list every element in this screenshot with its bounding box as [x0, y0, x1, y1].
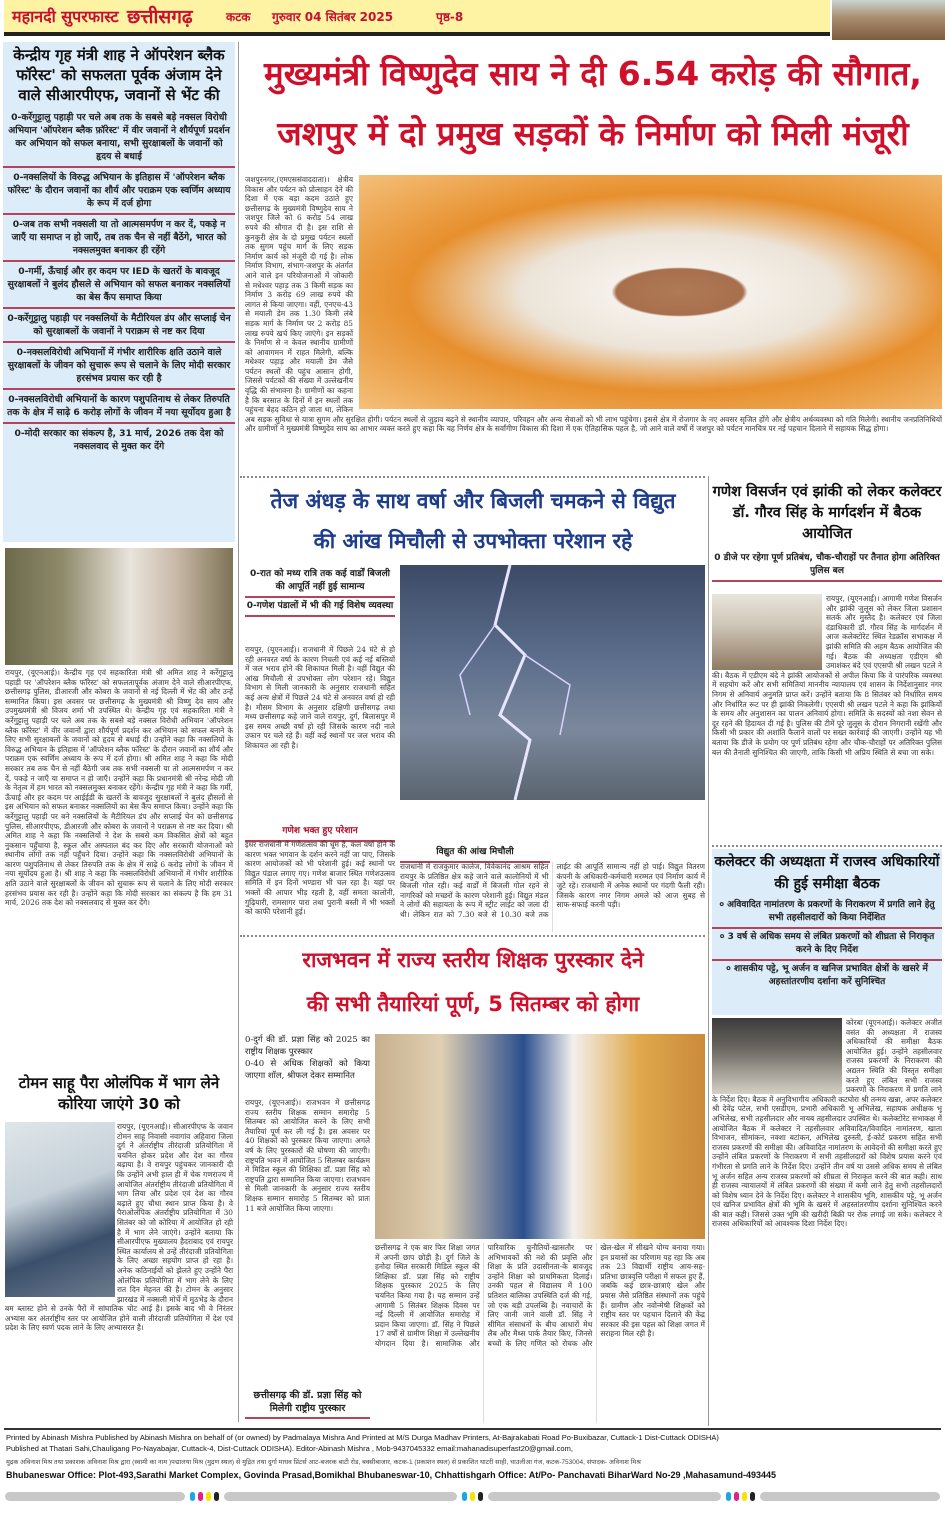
storm-headline-1: तेज अंधड़ के साथ वर्षा और बिजली चमकने से विद्युत	[270, 489, 676, 513]
reg-bar	[224, 1492, 457, 1501]
lead-body-text: जशपुरनगर,(एमएससंवाददाता)। क्षेत्रीय विकास और पर्यटन को प्रोत्साहन देने की दिशा में एक बड़ा कदम उठाते हुए छत्तीसगढ़ के मुख्यमंत्री विष्णुदेव साय ने जशपुर जिले को 6 करोड़ 54 लाख रुपये की सौगात दी है। इस राशि से कुनकुरी क्षेत्र के दो प्रमुख पर्यटन स्थलों तक सुगम पहुंच मार्ग के लिए सड़क निर्माण कार्य को मंजूरी दी गई है। लोक निर्माण विभाग, संभाग-जशपुर के अंतर्गत आने वाले इन परियोजनाओं में जोकारी से मधेश्वर पहाड़ तक 3 किमी सड़क का निर्माण 3 करोड़ 69 लाख रुपये की लागत से किया जाएगा। वहीं, एनएच-43 से मयाली डेम तक 1.30 किमी लंबे सड़क मार्ग के निर्माण पर 2 करोड़ 85 लाख रुपये खर्च किए जाएंगे। इन सड़कों के निर्माण से न केवल स्थानीय ग्रामीणों को आवागमन में राहत मिलेगी, बल्कि मधेश्वर पहाड़ और मयाली डेम जैसे पर्यटन स्थलों की पहुंच आसान होगी, जिससे पर्यटकों की संख्या में उल्लेखनीय वृद्धि की संभावना है। ग्रामीणों का कहना है कि बरसात के दिनों में इन स्थलों तक पहुंचना बेहद कठिन हो जाता था, लेकिन अब सड़क सुविधा से यात्रा सुगम और सुरक्षित होगी। पर्यटन स्थलों से जुड़ाव बढ़ने से स्थानीय व्यापार, परिवहन और अन्य सेवाओं को भी लाभ पहुंचेगा। इससे क्षेत्र में रोजगार के नए अवसर सृजित होंगे और क्षेत्रीय अर्थव्यवस्था को गति मिलेगी। स्थानीय जनप्रतिनिधियों और ग्रामीणों ने मुख्यमंत्री विष्णुदेव साय का आभार व्यक्त करते हुए कहा कि यह निर्णय क्षेत्र के सर्वांगीण विकास की दिशा में एक ऐतिहासिक पहल है, जो आने वाले वर्षों में जशपुर को पर्यटन मानचित्र पर नई पहचान दिलाने में सहायक सिद्ध होगा।	[245, 175, 942, 434]
shah-bullet: 0-नक्सलियों के विरुद्ध अभियान के इतिहास में 'ऑपरेशन ब्लैक फॉरेस्ट' के दौरान जवानों का शौर्य और पराक्रम एक स्वर्णिम अध्याय के रूप में दर्ज होगा	[3, 168, 235, 215]
imprint-line: Printed by Abinash Mishra Published by Abinash Mishra on behalf of (or owned) by Padmalaya Mishra And Printed at M/S Durga Madhav Printers, At-Bajrakabati Road Po-Buxibazar, Cuttack-1 Dist-Cuttack ODISHA)	[6, 1433, 719, 1442]
shah-bullet: 0-मोदी सरकार का संकल्प है, 31 मार्च, 2026 तक देश को नक्सलवाद से मुक्त कर देंगे	[14, 428, 224, 452]
revenue-box	[712, 849, 942, 1015]
revenue-bullet: ० 3 वर्ष से अधिक समय से लंबित प्रकरणों को शीघ्रता से निराकृत करने के दिए निर्देश	[712, 929, 942, 961]
teacher-body-2: छत्तीसगढ़ ने एक बार फिर शिक्षा जगत में अपनी छाप छोड़ी है। दुर्ग जिले के हनोदा स्थित सरकारी मिडिल स्कूल की शिक्षिका डॉ. प्रज्ञा सिंह को राष्ट्रीय शिक्षक पुरस्कार 2025 के लिए चयनित किया गया है। यह सम्मान उन्हें आगामी 5 सितंबर शिक्षक दिवस पर नई दिल्ली में आयोजित समारोह में प्रदान किया जाएगा। डॉ. सिंह ने पिछले 17 वर्षों से ग्रामीण शिक्षा में उल्लेखनीय योगदान दिया है। सामाजिक और पारिवारिक चुनौतियों-खासतौर पर अभिभावकों की नशे की प्रवृत्ति और शिक्षा के प्रति उदासीनता-के बावजूद उन्होंने शिक्षा को प्राथमिकता दिलाई। उनकी पहल से विद्यालय में 100 प्रतिशत बालिका उपस्थिति दर्ज की गई, जो एक बड़ी उपलब्धि है। नवाचारों के लिए जानी जाने वाली डॉ. सिंह ने सीमित संसाधनों के बीच आधारों मेथ लैब और मैथ्स पार्क तैयार किए, जिनसे बच्चों के लिए गणित को रोचक और खेल-खेल में सीखने योग्य बनाया गया। इन प्रयासों का परिणाम यह रहा कि अब तक 23 विद्यार्थी राष्ट्रीय आय-सह-प्रतिभा छात्रवृत्ति परीक्षा में सफल हुए हैं, जबकि कई छात्र-छात्राएं खेल और प्रयास जैसे प्रतिष्ठित संस्थानों तक पहुंचे हैं। ग्रामीण और नवोन्मेषी शिक्षकों को राष्ट्रीय स्तर पर पहचान दिलाने की केंद्र सरकार की इस पहल को शिक्षा जगत में सराहना मिल रही है।	[375, 1243, 705, 1348]
footer-rule	[4, 1428, 941, 1430]
toman-headline: टोमन साहू पैरा ओलंपिक में भाग लेने कोरिया जाएंगे 30 को	[18, 1074, 220, 1113]
revenue-bullet: ० अविवादित नामांतरण के प्रकरणों के निराकरण में प्रगति लाने हेतु सभी तहसीलदारों को किया निर्देशित	[712, 897, 942, 929]
divider	[240, 476, 705, 478]
teacher-body-1: रायपुर, (यूएनआई)। राजभवन में छत्तीसगढ़ राज्य स्तरीय शिक्षक सम्मान समारोह 5 सितम्बर को आयोजित करने के लिए सभी तैयारियां पूर्ण कर ली गई है। इस अवसर पर 40 शिक्षकों को पुरस्कार किया जाएगा। अगले वर्ष के लिए पुरस्कारों की घोषणा की जाएगी। राष्ट्रपति भवन में आयोजित 5 सितम्बर कार्यक्रम में मिडिल स्कूल की शिक्षिका डॉ. प्रज्ञा सिंह को राष्ट्रपति द्वारा सम्मानित किया जाएगा। राजभवन से मिली जानकारी के अनुसार राज्य स्तरीय शिक्षक सम्मान समारोह 5 सितम्बर को प्रातः 11 बजे आयोजित किया जाएगा।	[245, 1098, 370, 1213]
color-marks	[190, 1492, 219, 1501]
power-subhead: विद्युत की आंख मिचौली	[400, 843, 550, 863]
storm-sub: 0-गणेश पंडालों में भी की गई विशेष व्यवस्था	[245, 598, 395, 617]
column-divider	[708, 476, 709, 1426]
divider	[712, 845, 942, 847]
pragya-subhead: छत्तीसगढ़ की डॉ. प्रज्ञा सिंह को मिलेगी राष्ट्रीय पुरस्कार	[245, 1387, 370, 1419]
ganesh-body-text: रायपुर, (यूएनआई)। आगामी गणेश विसर्जन और झांकी जुलूस को लेकर जिला प्रशासन सतर्क और मुस्तैद है। कलेक्टर एवं जिला दंडाधिकारी डॉ. गौरव सिंह के मार्गदर्शन में आज कलेक्टोरेट स्थित रेडक्रॉस सभाकक्ष में झांकी समिति की अहम बैठक आयोजित की गई। बैठक की अध्यक्षता एडीएम श्री उमाशंकर बंदे एवं एएसपी श्री लखन पटले ने की। बैठक में एडीएम बंदे ने झांकी आयोजकों से अपील किया कि वे पारंपरिक व्यवस्था में सहयोग करें और सभी समितियां माननीय न्यायालय एवं शासन के निर्देशानुसार नगर निगम से अनिवार्य अनुमति प्राप्त करें। उन्होंने बताया कि 8 सितंबर को निर्धारित समय और निर्धारित रूट पर ही झांकी निकलेगी। एएसपी श्री लखन पटले ने कहा कि झांकियों के समय और अनुशासन का पालन अनिवार्य होगा। समिति के सदस्यों को नशा सेवन से दूर रहने की हिदायत दी गई है। पुलिस की टीमें पूरे जुलूस के दौरान निगरानी रखेंगी और किसी भी प्रकार की अशांति फैलाने वालों पर सख्त कार्रवाई की जाएगी। उन्होंने यह भी बताया कि डीजे के प्रयोग पर पूर्ण प्रतिबंध रहेगा और चौक-चौराहों पर अतिरिक्त पुलिस बल की तैनाती सुनिश्चित की जाएगी, ताकि किसी भी अप्रिय स्थिति से बचा जा सके।	[712, 594, 942, 757]
revenue-bullet: ० शासकीय पट्टे, भू अर्जन व खनिज प्रभावित क्षेत्रों के खसरे में अहस्तांतरणीय दर्शाना करें सुनिश्चित	[726, 964, 928, 987]
masthead	[4, 0, 830, 36]
shah-bullet: 0-कर्रेगुट्टालु पहाड़ी पर नक्सलियों के मैटीरियल डंप और सप्लाई चेन को सुरक्षाबलों के जवानों ने पराक्रम से नष्ट कर दिया	[3, 309, 235, 343]
color-marks	[726, 1492, 755, 1501]
registration-marks	[5, 1492, 940, 1501]
temple-image	[832, 0, 945, 40]
storm-sub: 0-रात को मध्य रात्रि तक कई वार्डों बिजली की आपूर्ति नहीं हुई सामान्य	[245, 566, 395, 598]
revenue-meeting-photo	[712, 1018, 842, 1094]
shah-bullet: 0-जब तक सभी नक्सली या तो आत्मसमर्पण न कर दें, पकड़े न जाएँ या समाप्त न हो जाएँ, तब तक चैन से नहीं बैठेंगे, भारत को नक्सलमुक्त बनाकर ही रहेंगे	[3, 215, 235, 262]
page-number: पृष्ठ-8	[436, 9, 464, 24]
teacher-sub: 0-40 से अधिक शिक्षकों को किया जाएगा शॉल, श्रीफल देकर सम्मानित	[245, 1059, 370, 1081]
shah-bullet: 0-नक्सलविरोधी अभियानों में गंभीर शारीरिक क्षति उठाने वाले सुरक्षाबलों के जीवन को सुचारू रूप से चलाने के लिए मोदी सरकार हरसंभव प्रयास कर रही है	[3, 343, 235, 390]
storm-headline-2: की आंख मिचौली से उपभोक्ता परेशान रहे	[313, 529, 633, 553]
imprint-hindi: मुद्रक अविनाश मिश्र तथा प्रकाशक अविनाश मिश्र द्वारा (स्वामी का नाम )पद्मालया मिश्र (मुद्रण स्थल) से मुद्रित तथा दुर्गा माधव प्रिंटर्स आट-बजरक बाटी रोड, बक्सीबाजार, कटक-1 (प्रकाशन स्थल) से प्रकाशित थाटरी साही, चाउलीआ गंज, कटक-753004, संपादक- अविनाश मिश्र	[6, 1459, 641, 1466]
shah-article-box	[3, 42, 235, 542]
revenue-headline: कलेक्टर की अध्यक्षता में राजस्व अधिकारियों की हुई समीक्षा बैठक	[714, 854, 940, 892]
toman-body	[5, 1122, 233, 1420]
ganesh-meeting-photo	[712, 594, 822, 670]
shah-body: रायपुर, (यूएनआई)। केन्द्रीय गृह एवं सहकारिता मंत्री श्री अमित शाह ने कर्रेगुट्टालु पहाड़ी पर 'ऑपरेशन ब्लैक फॉरेस्ट' को सफलतापूर्वक अंजाम देने वाले सीआरपीएफ, छत्तीसगढ़ पुलिस, डीआरजी और कोबरा के जवानों से नई दिल्ली में भेंट की और उन्हें सम्मानित किया। इस अवसर पर छत्तीसगढ़ के मुख्यमंत्री श्री विष्णु देव साय और उपमुख्यमंत्री श्री विजय शर्मा भी उपस्थित थे। केन्द्रीय गृह एवं सहकारिता मंत्री ने कर्रेगुट्टालु पहाड़ी पर चले अब तक के सबसे बड़े नक्सल विरोधी अभियान 'ऑपरेशन ब्लैक फ़ॉरेस्ट' में वीर जवानों द्वारा शौर्यपूर्ण प्रदर्शन कर अभियान को सफल बनाने के लिए सभी सुरक्षाबलों के जवानों को हृदय से बधाई दी। उन्होंने कहा कि नक्सलियों के विरुद्ध अभियान के इतिहास में 'ऑपरेशन ब्लैक फॉरेस्ट' के दौरान जवानों का शौर्य और पराक्रम एक स्वर्णिम अध्याय के रूप में दर्ज होगा। श्री अमित शाह ने कहा कि मोदी सरकार तब तक चैन से नहीं बैठेगी जब तक सभी नक्सली या तो आत्मसमर्पण न कर दें, पकड़े न जाएँ या समाप्त न हो जाएँ। उन्होंने कहा कि प्रधानमंत्री श्री नरेन्द्र मोदी जी के नेतृत्व में हम भारत को नक्सलमुक्त बनाकर रहेंगे। केन्द्रीय गृह मंत्री ने कहा कि गर्मी, ऊँचाई और हर कदम पर आईईडी के खतरों के बावजूद सुरक्षाबलों ने बुलंद हौसलों से इस अभियान को सफल बनाकर नक्सलियों का बेस कैंप समाप्त किया। उन्होंने कहा कि कर्रेगुट्टालु पहाड़ी पर बने नक्सलियों के मैटीरियल डंप और सप्लाई चेन को छत्तीसगढ़ पुलिस, सीआरपीएफ, डीआरजी और कोबरा के जवानों ने पराक्रम से नष्ट कर दिया। श्री अमित शाह ने कहा कि नक्सलियों ने देश के सबसे कम विकसित क्षेत्रों को बहुत नुकसान पहुँचाया है, स्कूल और अस्पताल बंद कर दिए और सरकारी योजनाओं को स्थानीय लोगों तक नहीं पहुँचने दिया। उन्होंने कहा कि नक्सलविरोधी अभियानों के कारण पशुपतिनाथ से लेकर तिरुपति तक के क्षेत्र में साढ़े 6 करोड़ लोगों के जीवन में नया सूर्योदय हुआ है। श्री शाह ने कहा कि नक्सलविरोधी अभियानों में गंभीर शारीरिक क्षति उठाने वाले सुरक्षाबलों के जीवन को सुचारू रूप से चलाने के लिए मोदी सरकार हरसंभव प्रयास कर रही है। उन्होंने कहा कि मोदी सरकार का संकल्प है कि हम 31 मार्च, 2026 तक देश को नक्सलवाद से मुक्त कर देंगे।	[5, 668, 233, 908]
revenue-body	[712, 1018, 942, 1422]
ganesh-sub: 0 डीजे पर रहेगा पूर्ण प्रतिबंध, चौक-चौराहों पर तैनात होगा अतिरिक्त पुलिस बल	[712, 550, 942, 582]
shah-photo	[5, 548, 233, 665]
ganesh-headline: गणेश विसर्जन एवं झांकी को लेकर कलेक्टर डॉ. गौरव सिंह के मार्गदर्शन में बैठक आयोजित	[712, 484, 942, 542]
lead-body	[245, 175, 942, 474]
reg-bar	[760, 1492, 940, 1501]
shah-bullet: 0-गर्मी, ऊँचाई और हर कदम पर IED के खतरों के बावजूद सुरक्षाबलों ने बुलंद हौसले से अभियान को सफल बनाकर नक्सलियों का बेस कैंप समाप्त किया	[3, 262, 235, 309]
office-addresses: Bhubaneswar Office: Plot-493,Sarathi Market Complex, Govinda Prasad,Bomikhal Bhubaneswar-10, Chhattishgarh Office: At/Po- Panchavati BiharWard No-29 ,Mahasamund-493445	[6, 1470, 777, 1480]
shah-headline: केन्द्रीय गृह मंत्री शाह ने ऑपरेशन ब्लैक फॉरेस्ट' को सफलता पूर्वक अंजाम देने वाले सीआरपीएफ, जवानों से भेंट की	[13, 46, 225, 104]
photo-spacer	[5, 1122, 117, 1298]
shah-bullet: 0-कर्रेगुट्टालु पहाड़ी पर चले अब तक के सबसे बड़े नक्सल विरोधी अभियान 'ऑपरेशन ब्लैक फ़ॉरेस्ट' में वीर जवानों ने शौर्यपूर्ण प्रदर्शन कर अभियान को सफल बनाया, सभी सुरक्षाबलों के जवानों को हृदय से बधाई	[3, 108, 235, 168]
teacher-headline-2: की सभी तैयारियां पूर्ण, 5 सितम्बर को होगा	[306, 992, 640, 1016]
award-ceremony-photo	[375, 1034, 705, 1239]
lead-headline-1: मुख्यमंत्री विष्णुदेव साय ने दी 6.54 करोड़ की सौगात,	[264, 54, 922, 93]
city: कटक	[226, 9, 251, 24]
storm-body-1: रायपुर, (यूएनआई)। राजधानी में पिछले 24 घंटे से हो रही अनवरत वर्षा के कारण निचली एवं कई नई बस्तियों में जल भराव होने की शिकायत मिली है। वहीं विद्युत की आंख मिचौली से उपभोक्ता लोग परेशान रहे। विद्युत विभाग से मिली जानकारी के अनुसार राजधानी सहित कई अन्य क्षेत्रों में पिछले 24 घंटे से अनवरत वर्षा हो रही है। मौसम विभाग के अनुसार दक्षिणी छत्तीसगढ़ तथा मध्य छत्तीसगढ़ कहे जाने वाले रायपुर, दुर्ग, बिलासपुर में इस समय अच्छी वर्षा हो रही जिसके कारण नदी नाले उफान पर चले रहे हैं। वहीं कई स्थानों पर जल भराव की शिकायत आ रही है।	[245, 645, 395, 750]
lightning-photo	[400, 565, 705, 800]
revenue-body-text: कोरबा (यूएनआई)। कलेक्टर अजीत वसंत की अध्यक्षता में राजस्व अधिकारियों की समीक्षा बैठक आयोजित हुई। उन्होंने तहसीलवार राजस्व प्रकरणों के निराकरण की अद्यतन स्थिति की विस्तृत समीक्षा करते हुए लंबित सभी राजस्व प्रकरणों के निराकरण में प्रगति लाने के निर्देश दिए। बैठक में अनुविभागीय अधिकारी कटघोरा श्री तन्मय खन्ना, अपर कलेक्टर श्री देवेंद्र पटेल, सभी एसडीएम, प्रभारी अधिकारी भू अभिलेख, सहायक अधीक्षक भू अभिलेख, सभी तहसीलदार और नायब तहसीलदार उपस्थित थे। कलेक्टोरेट सभाकक्ष में आयोजित बैठक में कलेक्टर ने तहसीलवार अविवादित/विवादित नामांतरण, खाता विभाजन, सीमांकन, नक्शा बटांकन, अभिलेख दुरुस्ती, ई-कोर्ट प्रकरण सहित सभी राजस्व प्रकरणों की समीक्षा की। अविवादित नामांतरण के आवेदनों की समीक्षा करते हुए उन्होंने लंबित प्रकरणों के निराकरण में सभी तहसीलदारों को विशेष प्रयास करने एवं गंभीरता से प्रगति लाने के निर्देश दिए। उन्होंने तीन वर्ष या उससे अधिक समय से लंबित भू अर्जन सहित अन्य राजस्व प्रकरणों को शीघ्रता से निराकृत करने की बात कही। साथ ही राजस्व न्यायालयों में लंबित प्रकरणों की संख्या में कमी लाने हेतु सभी तहसीलदारों को विशेष ध्यान देने के निर्देश दिए। कलेक्टर ने शासकीय भूमि, शासकीय पट्टे, भू अर्जन एवं खनिज प्रभावित क्षेत्रों की भूमि के खसरे में अहस्तांतरणीय दर्शाना सुनिश्चित करने की बात कही। जिससे उक्त भूमि की खरीदी बिक्री पर रोक लगाई जा सके। कलेक्टर ने राजस्व अधिकारियों को आवश्यक दिशा निर्देश दिए।	[712, 1018, 942, 1229]
storm-body-3: राजधानी में राजकुमार कालेज, विवेकानंद आश्रम सहित रायपुर के प्रतिष्ठित क्षेत्र कहे जाने वाले कालोनियों में भी बिजली गोल रही। कई वार्डों में बिजली गोल रहने से नागरिकों को मच्छरों के कारण परेशानी हुई। विद्युत मंडल ने लोगों की सहायता के रूप में स्ट्रीट लाईट को जला दी थी। लेकिन रात को 7.30 बजे से 10.30 बजे तक लाईट की आपूर्ति सामान्य नहीं हो पाई। विद्युत वितरण कंपनी के अधिकारी-कर्मचारी मरम्मत एवं निर्माण कार्य में जुटे रहे। राजधानी में अनेक स्थानों पर गंदगी फैली रही। जिसके कारण नगर निगम अमले को आज सुबह से साफ-सफाई करनी पड़ी।	[400, 862, 705, 919]
edition-name: छत्तीसगढ़	[127, 6, 193, 28]
toman-body-text: रायपुर, (यूएनआई)। सीआरपीएफ के जवान टोमन साहू निवासी नवागांव अहिवारा जिला दुर्ग ने अंतर्राष्ट्रीय तीरंदाजी प्रतियोगिता में चयनित होकर प्रदेश और देश का गौरव बढ़ाया है। वे रायपुर पहुंचकर जानकारी दी कि उन्होंने अभी हाल ही में चेक गणराज्य में आयोजित अंतर्राष्ट्रीय तीरंदाजी प्रतियोगिता में भाग लिया और प्रदेश एवं देश का गौरव बढ़ाते हुए चौथा स्थान प्राप्त किया है। वे पैराओलंपिक अंतर्राष्ट्रीय प्रतियोगिता में 30 सितंबर को जो कोरिया में आयोजित हो रही है में भाग लेने जाएंगे। उन्होंने बताया कि सीआरपीएफ मुख्यालय हैदराबाद एवं रायपुर स्थित कार्यालय से उन्हें तीरंदाजी प्रतियोगिता के लिए अच्छा सहयोग प्राप्त हो रहा है। अनेक कठिनाईयों को झेलते हुए उन्होंने पैरा ओलंपिक प्रतियोगिता में भाग लेने के लिए रात दिन मेहनत की है। टोमन के अनुसार झारखंड में नक्सली मोर्चे में मुठभेड़ के दौरान बम ब्लास्ट होने से उनके पैरों में सांघातिक चोट आई है। इसके बाद भी वे निरंतर अभ्यास कर अंतर्राष्ट्रीय स्तर पर आयोजित होने वाली तीरंदाजी प्रतियोगिता में देश एवं प्रदेश के लिए स्वर्ण पदक लाने के लिए अभ्यासरत है।	[5, 1122, 233, 1333]
teacher-headline-1: राजभवन में राज्य स्तरीय शिक्षक पुरस्कार देने	[302, 948, 644, 972]
lead-headline-2: जशपुर में दो प्रमुख सड़कों के निर्माण को मिली मंजूरी	[277, 114, 909, 153]
ganesh-devotees-subhead: गणेश भक्त हुए परेशान	[245, 822, 395, 842]
storm-subs	[245, 566, 395, 617]
teacher-sub: 0-दुर्ग की डॉ. प्रज्ञा सिंह को 2025 का राष्ट्रीय शिक्षक पुरस्कार	[245, 1035, 370, 1057]
color-marks	[462, 1492, 483, 1501]
shah-bullet: 0-नक्सलविरोधी अभियानों के कारण पशुपतिनाथ से लेकर तिरुपति तक के क्षेत्र में साढ़े 6 करोड़ लोगों के जीवन में नया सूर्योदय हुआ है	[3, 390, 235, 424]
imprint-line: Published at Thatari Sahi,Chauligang Po-Nayabajar, Cuttack-4, Dist-Cuttack ODISHA). Editor-Abinash Mishra , Mob-9437045332 email:mahanadisuperfast20@gmail.com,	[6, 1444, 573, 1453]
date: गुरुवार 04 सितंबर 2025	[272, 9, 394, 24]
teacher-subs	[245, 1034, 370, 1082]
storm-body-2: इधर राजधानी में गणेशत्सव की धूम है, कल वर्षा होने के कारण भक्त भगवान के दर्शन करने नहीं जा पाए, जिसके कारण आयोजकों को भी परेशानी हुई। कई स्थानों पर विद्युत पंडाल लगाए गए। गणेश बाजार स्थित गणेशउत्सव समिति में इन दिनों भण्डारा भी चल रहा है। यहां पर भक्तों की आपार भीड़ रहती है, वहीं समता कालोनी, गुढ़ियारी, रामसागर पारा तथा पुरानी बस्ती में भी भक्तों को काफी परेशानी हुई।	[245, 840, 395, 917]
imprint	[6, 1432, 941, 1481]
reg-bar	[5, 1492, 185, 1501]
column-divider	[238, 42, 239, 1422]
paper-name: महानदी सुपरफास्ट	[12, 7, 119, 26]
divider	[240, 935, 705, 937]
cm-photo	[359, 175, 942, 409]
reg-bar	[488, 1492, 721, 1501]
lightning-bolt-icon	[400, 565, 705, 800]
ganesh-body	[712, 594, 942, 842]
